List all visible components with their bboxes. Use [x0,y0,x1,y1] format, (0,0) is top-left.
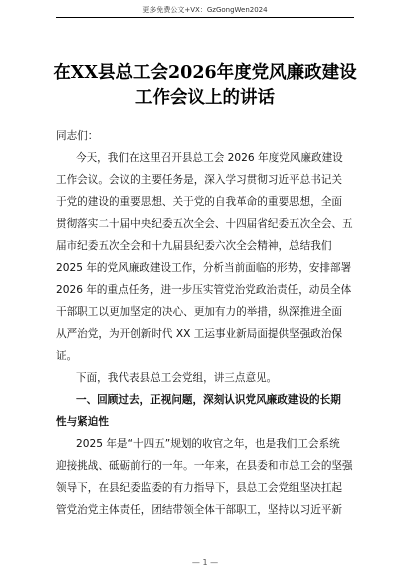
body-line: 领导下，在县纪委监委的有力指导下，县总工会党组坚决扛起 [56,482,343,494]
salutation: 同志们： [56,130,99,142]
document-title-line-1: 在XX县总工会2026年度党风廉政建设 [53,63,357,83]
body-line: 2026 年的重点任务，进一步压实管党治党政治责任，动员全体 [56,284,352,296]
body-line: 届市纪委五次全会和十九届县纪委六次全会精神，总结我们 [56,240,332,252]
body-line: 迎接挑战、砥砺前行的一年。一年来，在县委和市总工会的坚强 [56,460,353,472]
body-line: 干部职工以更加坚定的决心、更加有力的举措，纵深推进全面 [56,306,343,318]
header-divider [56,17,354,18]
body-line: 管党治党主体责任，团结带领全体干部职工，坚持以习近平新 [56,504,343,516]
page-number: — 1 — [191,558,219,567]
body-line: 工作会议。会议的主要任务是，深入学习贯彻习近平总书记关 [56,174,343,186]
section-heading-line: 性与紧迫性 [56,416,109,428]
body-line: 今天，我们在这里召开县总工会 2026 年度党风廉政建设 [76,152,343,164]
body-line: 从严治党，为开创新时代 XX 工运事业新局面提供坚强政治保 [56,328,343,340]
body-line: 2025 年的党风廉政建设工作，分析当前面临的形势，安排部署 [56,262,352,274]
document-title-line-2: 工作会议上的讲话 [135,88,275,108]
body-line: 2025 年是“十四五”规划的收官之年，也是我们工会系统 [76,438,340,450]
page-header: 更多免费公文+VX：GzGongWen2024 [142,6,268,14]
body-line: 证。 [56,350,78,362]
section-heading-line: 一、回顾过去，正视问题，深刻认识党风廉政建设的长期 [76,394,341,406]
body-line: 于党的建设的重要思想、关于党的自我革命的重要思想，全面 [56,196,343,208]
body-line: 下面，我代表县总工会党组，讲三点意见。 [76,372,278,384]
body-line: 贯彻落实二十届中央纪委五次全会、十四届省纪委五次全会、五 [56,218,353,230]
